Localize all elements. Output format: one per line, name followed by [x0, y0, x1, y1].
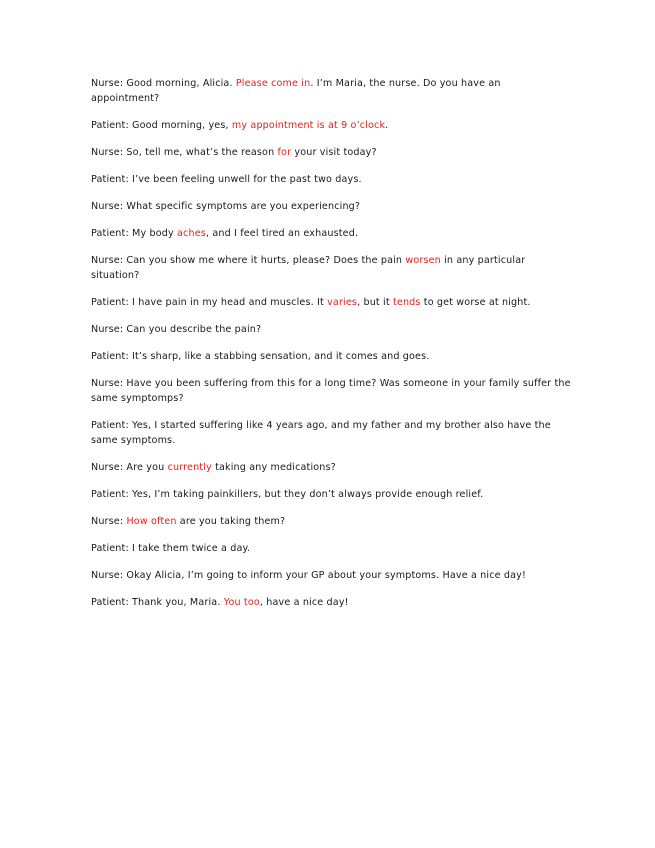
highlighted-phrase: currently: [167, 462, 212, 473]
line-text: taking any medications?: [211, 462, 336, 473]
line-text: to get worse at night.: [420, 297, 531, 308]
line-text: Nurse: Have you been suffering from this for a long time? Was someone in your family suffer the same symptomps?: [91, 378, 571, 404]
line-text: Nurse:: [91, 516, 127, 527]
highlighted-phrase: tends: [392, 297, 421, 308]
dialogue-line: [91, 226, 571, 241]
line-text: Patient: I have pain in my head and muscles. It: [91, 297, 328, 308]
line-text: Nurse: Good morning, Alicia.: [91, 78, 236, 89]
dialogue-line: [91, 145, 571, 160]
line-text: Patient: My body: [91, 228, 178, 239]
dialogue-line: [91, 253, 571, 283]
line-text: Patient: I’ve been feeling unwell for the past two days.: [91, 174, 362, 185]
line-text: Nurse: So, tell me, what’s the reason: [91, 147, 278, 158]
highlighted-phrase: my appointment is at 9 o’clock: [231, 120, 386, 131]
line-text: are you taking them?: [176, 516, 286, 527]
line-text: your visit today?: [291, 147, 377, 158]
line-text: Patient: Good morning, yes,: [91, 120, 232, 131]
line-text: Nurse: Are you: [91, 462, 168, 473]
line-text: , and I feel tired an exhausted.: [205, 228, 359, 239]
dialogue-line: [91, 118, 571, 133]
highlighted-phrase: worsen: [405, 255, 441, 266]
dialogue-line: [91, 595, 571, 610]
dialogue-line: [91, 418, 571, 448]
dialogue-line: [91, 199, 571, 214]
line-text: Patient: I take them twice a day.: [91, 543, 251, 554]
line-text: Patient: Yes, I’m taking painkillers, but they don’t always provide enough relief.: [91, 489, 484, 500]
line-text: Patient: Yes, I started suffering like 4 years ago, and my father and my brother also have the same symptoms.: [91, 420, 551, 446]
line-text: , have a nice day!: [259, 597, 349, 608]
highlighted-phrase: aches: [177, 228, 206, 239]
dialogue-line: [91, 349, 571, 364]
line-text: Patient: Thank you, Maria.: [91, 597, 224, 608]
line-text: Nurse: What specific symptoms are you experiencing?: [91, 201, 361, 212]
line-text: in any particular situation?: [91, 255, 526, 281]
line-text: Nurse: Can you describe the pain?: [91, 324, 262, 335]
line-text: . I’m Maria, the nurse. Do you have an appointment?: [91, 78, 501, 104]
dialogue-line: [91, 172, 571, 187]
highlighted-phrase: for: [277, 147, 292, 158]
dialogue-line: [91, 460, 571, 475]
line-text: Nurse: Okay Alicia, I’m going to inform your GP about your symptoms. Have a nice day!: [91, 570, 526, 581]
dialogue-text: [91, 76, 571, 622]
dialogue-line: [91, 295, 571, 310]
line-text: Patient: It’s sharp, like a stabbing sensation, and it comes and goes.: [91, 351, 430, 362]
dialogue-line: [91, 376, 571, 406]
line-text: Nurse: Can you show me where it hurts, please? Does the pain: [91, 255, 406, 266]
dialogue-line: [91, 568, 571, 583]
dialogue-line: [91, 541, 571, 556]
dialogue-line: [91, 514, 571, 529]
dialogue-line: [91, 76, 571, 106]
highlighted-phrase: How often: [126, 516, 177, 527]
line-text: , but it: [357, 297, 393, 308]
highlighted-phrase: You too: [223, 597, 260, 608]
line-text: .: [385, 120, 389, 131]
dialogue-line: [91, 322, 571, 337]
highlighted-phrase: Please come in: [235, 78, 311, 89]
dialogue-line: [91, 487, 571, 502]
highlighted-phrase: varies: [327, 297, 358, 308]
